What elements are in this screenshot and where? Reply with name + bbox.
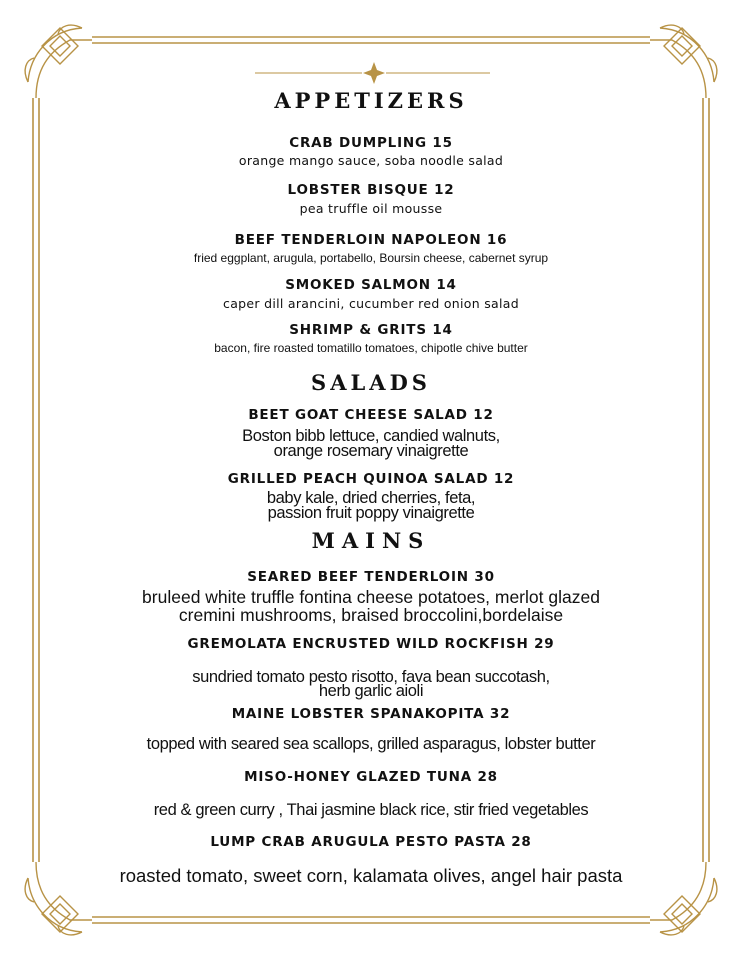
menu-item-description: bacon, fire roasted tomatillo tomatoes, chipotle chive butter <box>214 341 528 355</box>
menu-item-description: red & green curry , Thai jasmine black rice, stir fried vegetables <box>153 801 589 819</box>
menu-item-title: MISO-HONEY GLAZED TUNA 28 <box>244 769 498 785</box>
section-heading-appetizers: APPETIZERS <box>274 88 468 113</box>
menu-item-description: herb garlic aioli <box>318 682 424 700</box>
menu-item-description: fried eggplant, arugula, portabello, Boursin cheese, cabernet syrup <box>193 251 549 265</box>
menu-item-title: SMOKED SALMON 14 <box>285 277 457 293</box>
menu-item-description: baby kale, dried cherries, feta, <box>266 489 476 507</box>
menu-item-title: LUMP CRAB ARUGULA PESTO PASTA 28 <box>210 834 532 850</box>
menu-item-description: cremini mushrooms, braised broccolini,bordelaise <box>178 605 564 625</box>
menu-item-title: MAINE LOBSTER SPANAKOPITA 32 <box>231 706 511 722</box>
section-heading-mains: MAINS <box>311 528 431 553</box>
menu-item-description: orange mango sauce, soba noodle salad <box>238 153 504 168</box>
menu-item-description: sundried tomato pesto risotto, fava bean succotash, <box>192 668 550 686</box>
menu-item-description: bruleed white truffle fontina cheese potatoes, merlot glazed <box>142 587 600 607</box>
star-ornament-icon <box>255 62 490 84</box>
menu-item-title: CRAB DUMPLING 15 <box>289 135 453 151</box>
menu-item-title: GRILLED PEACH QUINOA SALAD 12 <box>227 471 515 487</box>
menu-item-description: Boston bibb lettuce, candied walnuts, <box>242 427 500 445</box>
menu-item-title: GREMOLATA ENCRUSTED WILD ROCKFISH 29 <box>187 636 555 652</box>
menu-item-description: caper dill arancini, cucumber red onion salad <box>223 296 519 311</box>
menu-item-title: BEEF TENDERLOIN NAPOLEON 16 <box>234 232 508 248</box>
menu-item-description: topped with seared sea scallops, grilled asparagus, lobster butter <box>146 735 596 753</box>
section-heading-salads: SALADS <box>311 370 431 395</box>
menu-item-title: LOBSTER BISQUE 12 <box>287 182 455 198</box>
menu-item-description: passion fruit poppy vinaigrette <box>267 504 475 522</box>
menu-item-description: orange rosemary vinaigrette <box>273 442 469 460</box>
menu-item-title: SEARED BEEF TENDERLOIN 30 <box>247 569 495 585</box>
menu-item-description: pea truffle oil mousse <box>299 201 443 216</box>
menu-item-description: roasted tomato, sweet corn, kalamata olives, angel hair pasta <box>119 865 623 886</box>
menu-item-title: SHRIMP & GRITS 14 <box>289 322 453 338</box>
menu-item-title: BEET GOAT CHEESE SALAD 12 <box>248 407 494 423</box>
